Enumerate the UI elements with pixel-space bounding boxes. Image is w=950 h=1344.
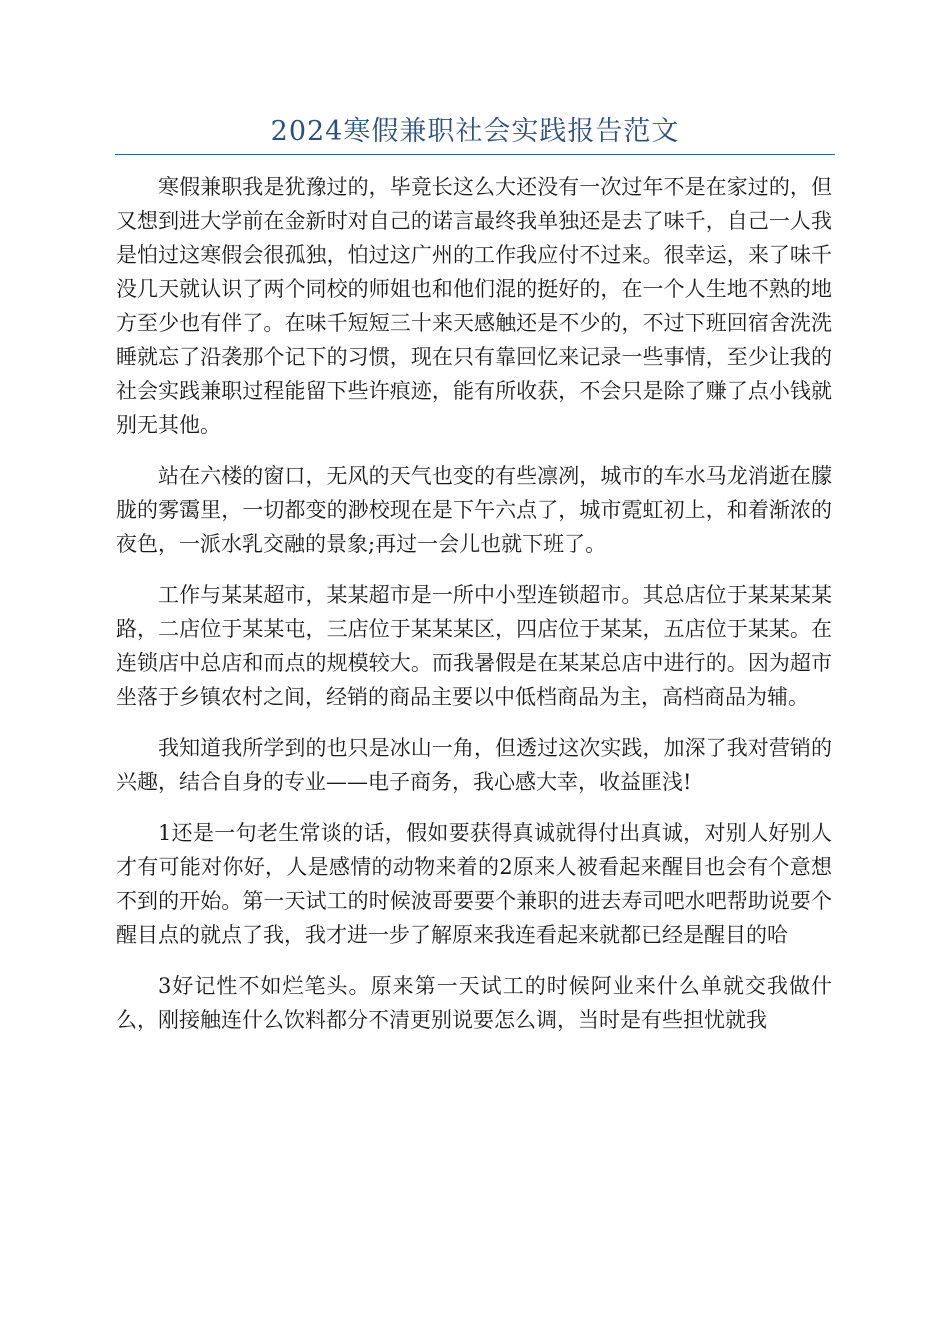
paragraph-1: 寒假兼职我是犹豫过的，毕竟长这么大还没有一次过年不是在家过的，但又想到进大学前在金新时对自己的诺言最终我单独还是去了味千，自己一人我是怕过这寒假会很孤独，怕过这广州的工作我应付不过来。很幸运，来了味千没几天就认识了两个同校的师姐也和他们混的挺好的，在一个人生地不熟的地方至少也有伴了。在味千短短三十来天感触还是不少的，不过下班回宿舍洗洗睡就忘了沿袭那个记下的习惯，现在只有靠回忆来记录一些事情，至少让我的社会实践兼职过程能留下些许痕迹，能有所收获，不会只是除了赚了点小钱就别无其他。 — [116, 175, 832, 437]
paragraph-4: 我知道我所学到的也只是冰山一角，但透过这次实践，加深了我对营销的兴趣，结合自身的专业——电子商务，我心感大幸，收益匪浅! — [116, 736, 832, 794]
paragraph-6: 3好记性不如烂笔头。原来第一天试工的时候阿业来什么单就交我做什么，刚接触连什么饮料都分不清更别说要怎么调，当时是有些担忧就我 — [116, 974, 832, 1032]
paragraph-3: 工作与某某超市，某某超市是一所中小型连锁超市。其总店位于某某某某路，二店位于某某屯，三店位于某某某区，四店位于某某，五店位于某某。在连锁店中总店和而点的规模较大。而我暑假是在某某总店中进行的。因为超市坐落于乡镇农村之间，经销的商品主要以中低档商品为主，高档商品为辅。 — [116, 583, 832, 709]
document-title: 2024寒假兼职社会实践报告范文 — [270, 116, 680, 147]
paragraph-5: 1还是一句老生常谈的话，假如要获得真诚就得付出真诚，对别人好别人才有可能对你好，人是感情的动物来着的2原来人被看起来醒目也会有个意想不到的开始。第一天试工的时候波哥要要个兼职的进去寿司吧水吧帮助说要个醒目点的就点了我，我才进一步了解原来我连看起来就都已经是醒目的哈 — [116, 821, 832, 947]
title-underline — [115, 154, 835, 155]
document-body — [116, 170, 832, 1054]
paragraph-2: 站在六楼的窗口，无风的天气也变的有些凛冽，城市的车水马龙消逝在朦胧的雾霭里，一切都变的渺校现在是下午六点了，城市霓虹初上，和着渐浓的夜色，一派水乳交融的景象;再过一会儿也就下班了。 — [116, 464, 832, 556]
